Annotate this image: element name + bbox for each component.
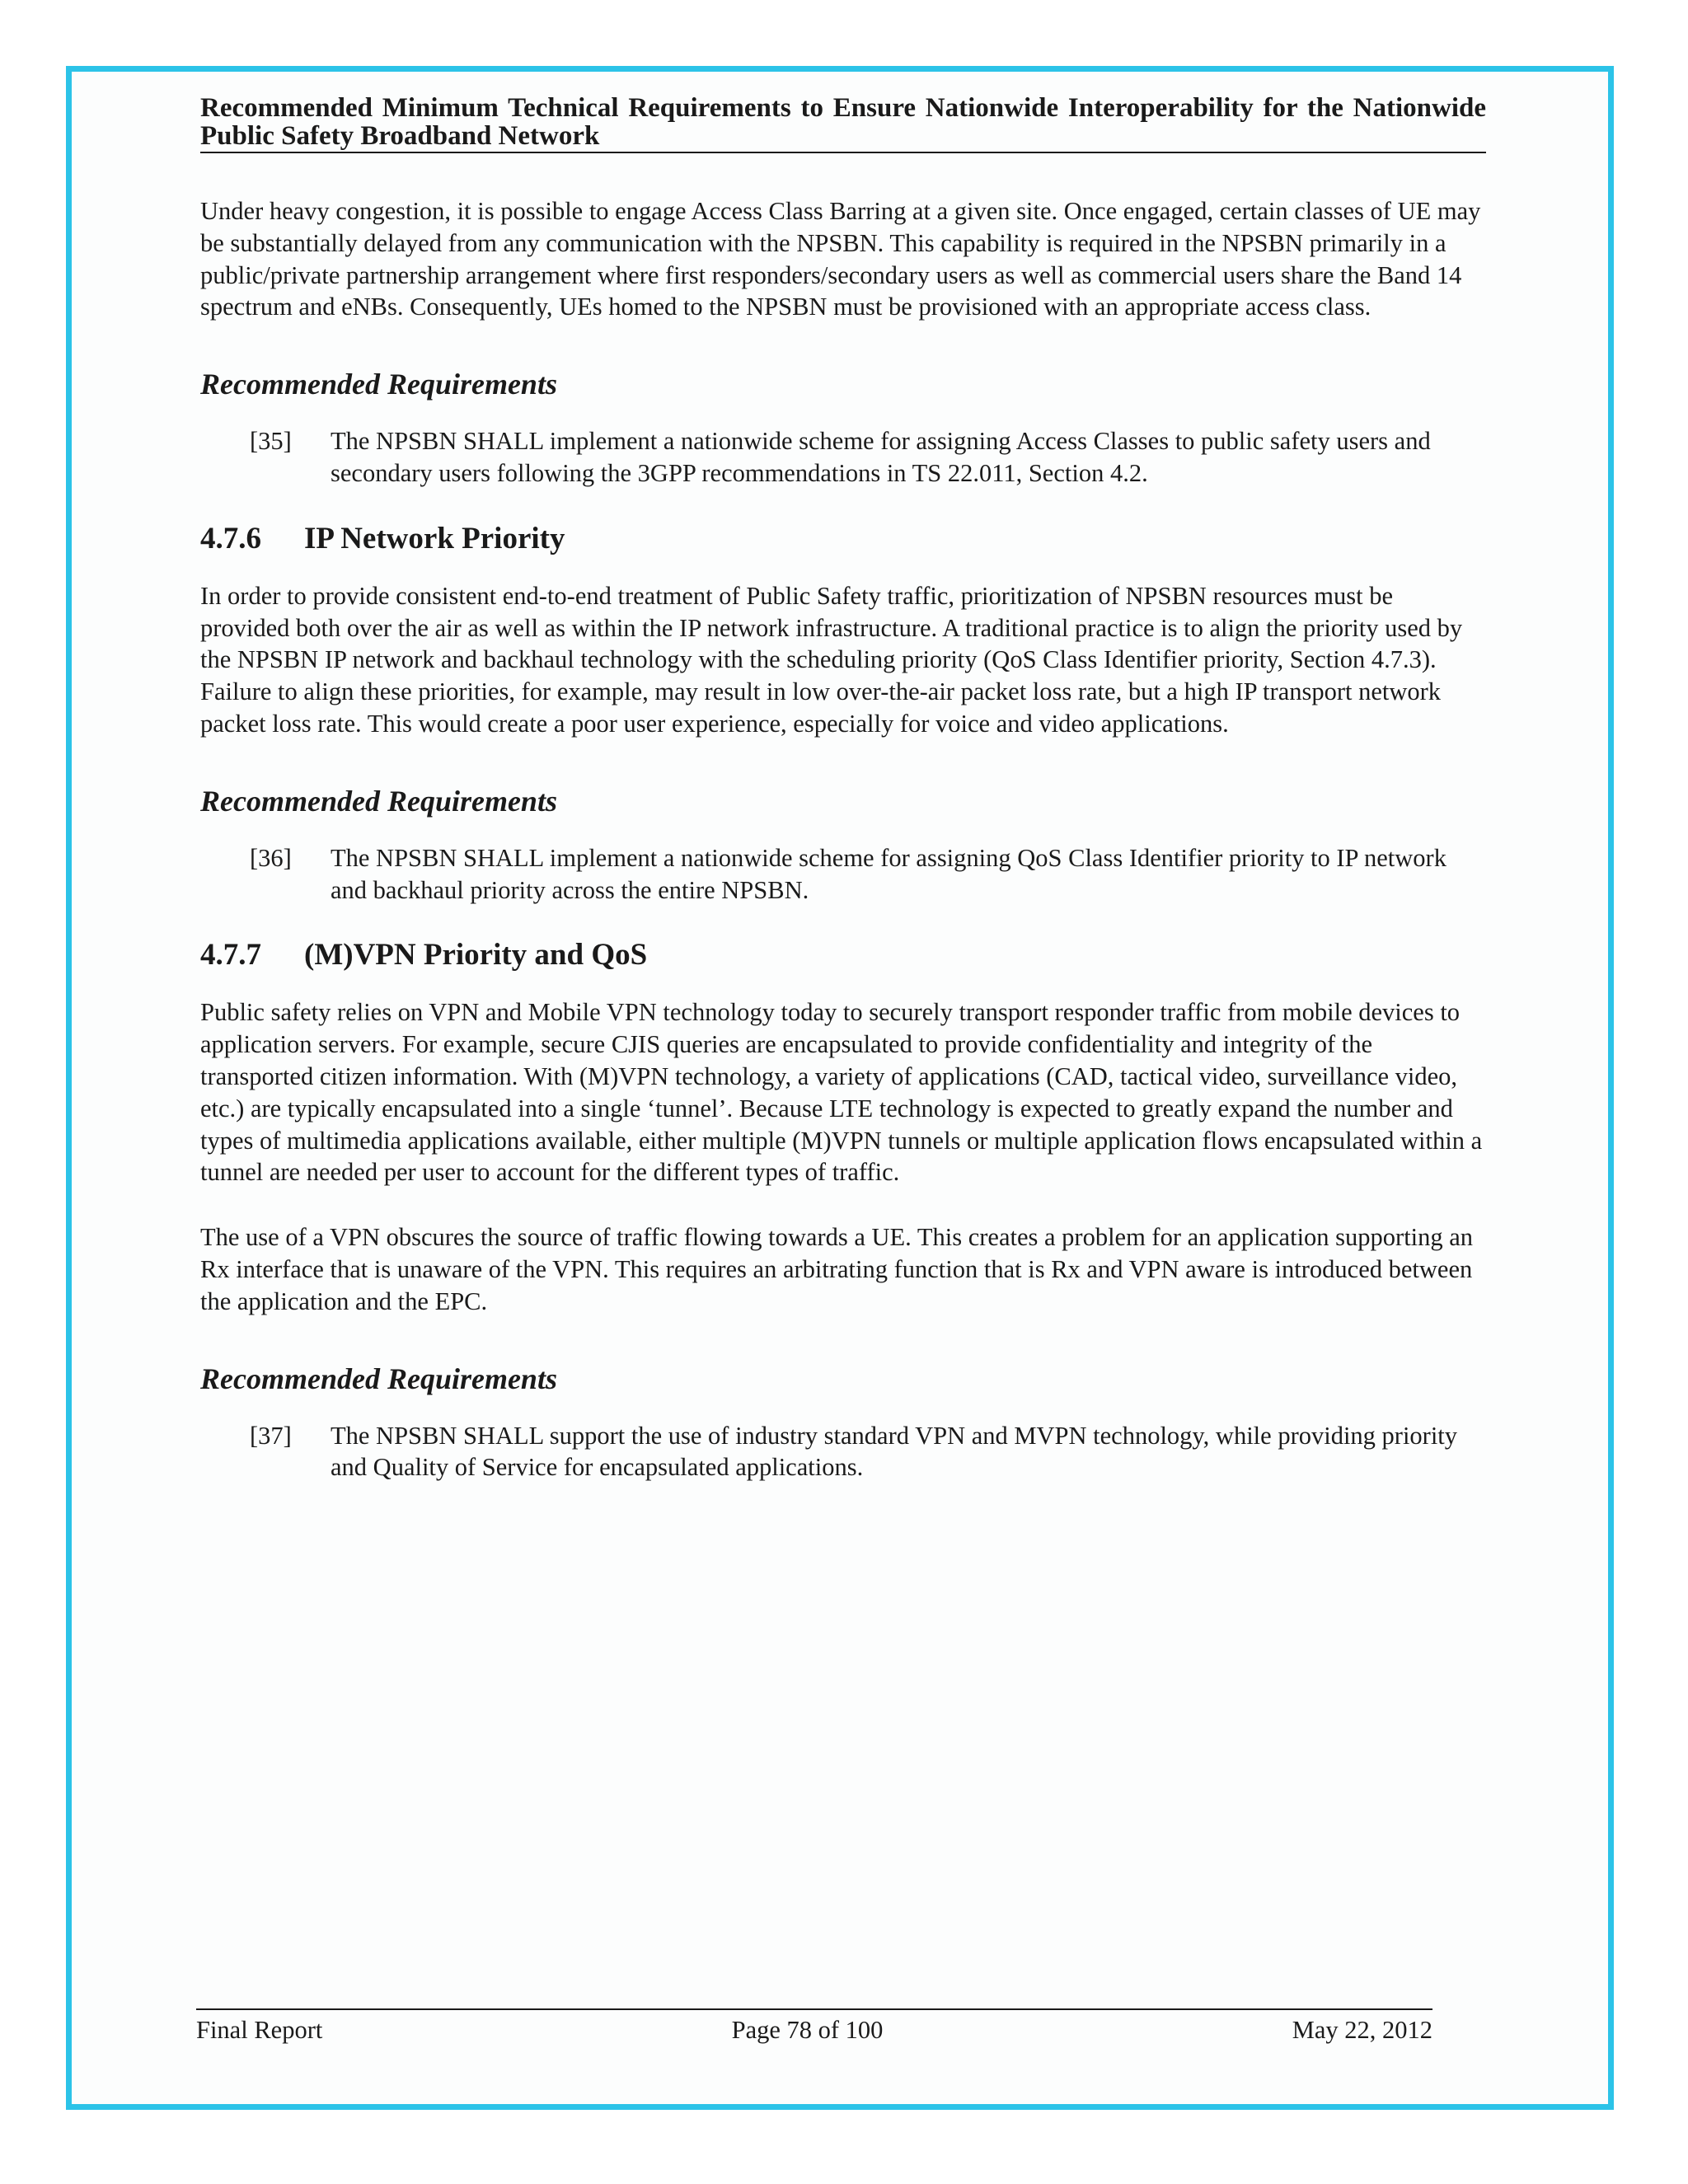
requirement-36 — [200, 842, 1486, 907]
section-paragraph: In order to provide consistent end-to-end treatment of Public Safety traffic, prioritization of NPSBN resources must be provided both over the air as well as within the IP network infrastructure. A traditional practice is to align the priority used by the NPSBN IP network and backhaul technology with the scheduling priority (QoS Class Identifier priority, Section 4.7.3). Failure to align these priorities, for example, may result in low over-the-air packet loss rate, but a high IP transport network packet loss rate. This would create a poor user experience, especially for voice and video applications. — [200, 581, 1463, 738]
requirement-number: [35] — [250, 427, 292, 456]
recommended-requirements-heading: Recommended Requirements — [200, 1361, 557, 1395]
section-number: 4.7.6 — [200, 521, 261, 555]
footer-date: May 22, 2012 — [1292, 2016, 1432, 2044]
section-number: 4.7.7 — [200, 938, 261, 972]
section-title: IP Network Priority — [304, 521, 565, 555]
footer-report-label: Final Report — [196, 2016, 323, 2044]
page-content — [200, 195, 1486, 1483]
recommended-requirements-heading: Recommended Requirements — [200, 368, 557, 401]
section-paragraph: The use of a VPN obscures the source of traffic flowing towards a UE. This creates a problem for an application supporting an Rx interface that is unaware of the VPN. This requires an arbitrating function that is Rx and VPN aware is introduced between the application and the EPC. — [200, 1223, 1474, 1315]
requirement-text: The NPSBN SHALL implement a nationwide scheme for assigning Access Classes to public safety users and secondary users following the 3GPP recommendations in TS 22.011, Section 4.2. — [331, 427, 1431, 487]
requirement-number: [36] — [250, 843, 292, 872]
running-header — [200, 94, 1486, 153]
section-title: (M)VPN Priority and QoS — [304, 938, 648, 972]
section-paragraph: Public safety relies on VPN and Mobile VPN technology today to securely transport responder traffic from mobile devices to application servers. For example, secure CJIS queries are encapsulated to provide confidentiality and integrity of the transported citizen information. With (M)VPN technology, a variety of applications (CAD, tactical video, surveillance video, etc.) are typically encapsulated into a single ‘tunnel’. Because LTE technology is expected to greatly expand the number and types of multimedia applications available, either multiple (M)VPN tunnels or multiple application flows encapsulated within a tunnel are needed per user to account for the different types of traffic. — [200, 998, 1483, 1187]
intro-paragraph: Under heavy congestion, it is possible to engage Access Class Barring at a given site. Once engaged, certain classes of UE may be substantially delayed from any communication with the NPSBN. This capability is required in the NPSBN primarily in a public/private partnership arrangement where first responders/secondary users as well as commercial users share the Band 14 spectrum and eNBs. Consequently, UEs homed to the NPSBN must be provisioned with an appropriate access class. — [200, 197, 1481, 321]
header-title: Recommended Minimum Technical Requirements to Ensure Nationwide Interoperability for the Nationwide Public Safety Broadband Network — [200, 93, 1486, 151]
section-heading-4-7-7 — [200, 937, 1486, 973]
requirement-text: The NPSBN SHALL implement a nationwide scheme for assigning QoS Class Identifier priority to IP network and backhaul priority across the entire NPSBN. — [331, 843, 1447, 904]
section-heading-4-7-6 — [200, 521, 1486, 557]
requirement-37 — [200, 1420, 1486, 1484]
running-footer — [196, 2008, 1432, 2045]
requirement-text: The NPSBN SHALL support the use of industry standard VPN and MVPN technology, while providing priority and Quality of Service for encapsulated applications. — [331, 1421, 1458, 1482]
requirement-number: [37] — [250, 1421, 292, 1450]
requirement-35 — [200, 425, 1486, 490]
recommended-requirements-heading: Recommended Requirements — [200, 784, 557, 818]
footer-page-number: Page 78 of 100 — [731, 2016, 884, 2044]
